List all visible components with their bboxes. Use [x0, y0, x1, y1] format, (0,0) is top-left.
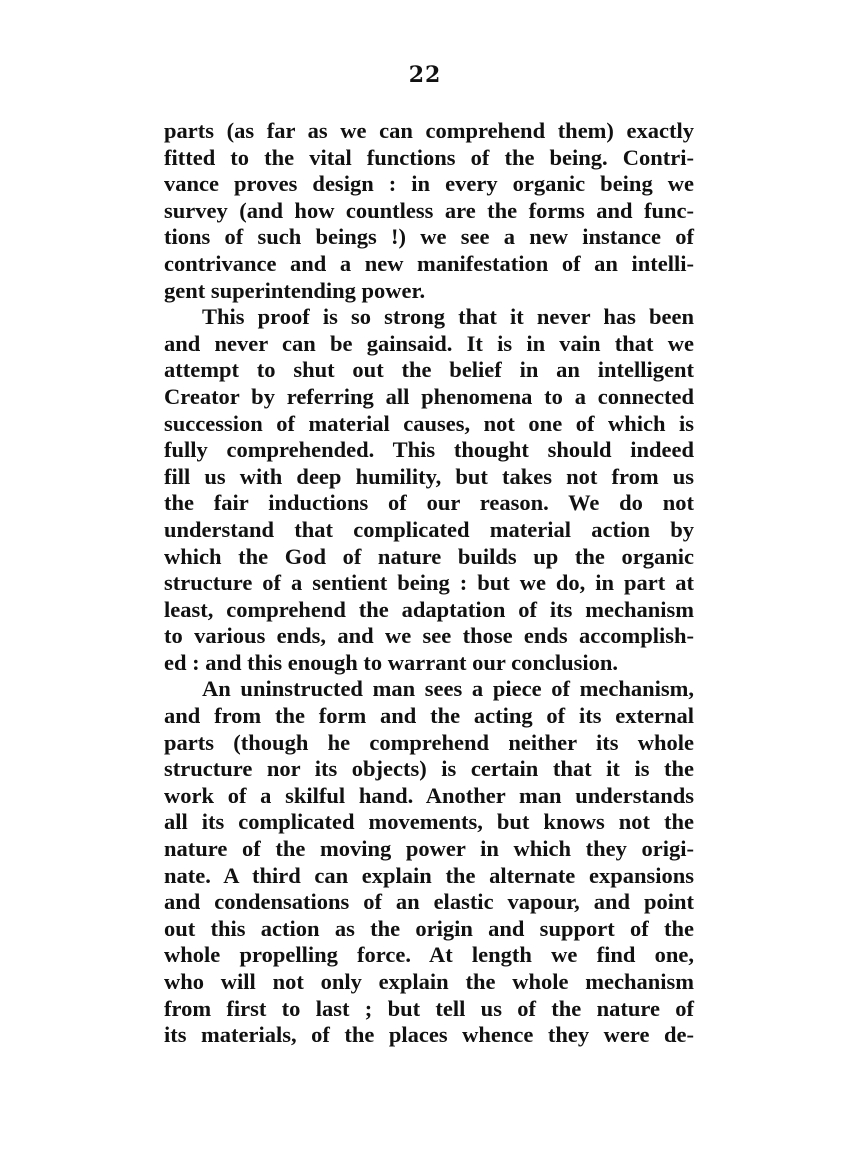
- text-line: its materials, of the places whence they were de-: [164, 1022, 694, 1048]
- text-line: fully comprehended. This thought should indeed: [164, 437, 694, 463]
- text-line: ed : and this enough to warrant our conclusion.: [164, 649, 619, 675]
- text-line: succession of material causes, not one of which is: [164, 410, 694, 436]
- text-line: structure nor its objects) is certain that it is the: [164, 756, 694, 782]
- text-line: tions of such beings !) we see a new instance of: [164, 224, 694, 250]
- text-line: survey (and how countless are the forms and func-: [164, 197, 694, 223]
- text-line: the fair inductions of our reason. We do not: [164, 490, 694, 516]
- text-line: who will not only explain the whole mechanism: [164, 969, 694, 994]
- text-line: This proof is so strong that it never has been: [202, 304, 694, 330]
- text-line: structure of a sentient being : but we do, in part at: [164, 570, 694, 596]
- text-line: least, comprehend the adaptation of its mechanism: [164, 596, 694, 622]
- text-line: and condensations of an elastic vapour, and point: [164, 889, 694, 915]
- page-number: 22: [408, 62, 442, 88]
- text-line: Creator by referring all phenomena to a connected: [164, 383, 694, 409]
- paragraph: [164, 676, 694, 1048]
- text-line: and never can be gainsaid. It is in vain that we: [164, 330, 694, 356]
- text-line: understand that complicated material action by: [164, 516, 694, 542]
- text-line: nature of the moving power in which they origi-: [164, 836, 694, 862]
- text-line: vance proves design : in every organic being we: [164, 171, 694, 197]
- paragraph: [164, 304, 694, 676]
- text-line: to various ends, and we see those ends accomplish-: [164, 623, 694, 649]
- paragraph: [164, 118, 694, 304]
- text-line: from first to last ; but tell us of the nature of: [164, 995, 694, 1021]
- text-line: nate. A third can explain the alternate expansions: [164, 862, 694, 888]
- text-line: gent superintending power.: [164, 277, 426, 303]
- text-line: and from the form and the acting of its external: [164, 703, 694, 729]
- text-line: fill us with deep humility, but takes not from us: [164, 463, 694, 489]
- body-text: [164, 118, 694, 1049]
- text-line: contrivance and a new manifestation of an intelli-: [164, 250, 694, 276]
- text-line: whole propelling force. At length we find one,: [164, 942, 694, 968]
- text-line: out this action as the origin and support of the: [164, 915, 694, 941]
- text-line: parts (though he comprehend neither its whole: [164, 729, 694, 755]
- text-line: which the God of nature builds up the organic: [164, 543, 694, 569]
- text-line: fitted to the vital functions of the being. Contri-: [164, 144, 694, 170]
- text-line: An uninstructed man sees a piece of mechanism,: [202, 676, 694, 702]
- text-line: parts (as far as we can comprehend them) exactly: [164, 118, 694, 143]
- text-line: work of a skilful hand. Another man understands: [164, 782, 694, 808]
- text-line: attempt to shut out the belief in an intelligent: [164, 357, 694, 383]
- text-line: all its complicated movements, but knows not the: [164, 809, 694, 835]
